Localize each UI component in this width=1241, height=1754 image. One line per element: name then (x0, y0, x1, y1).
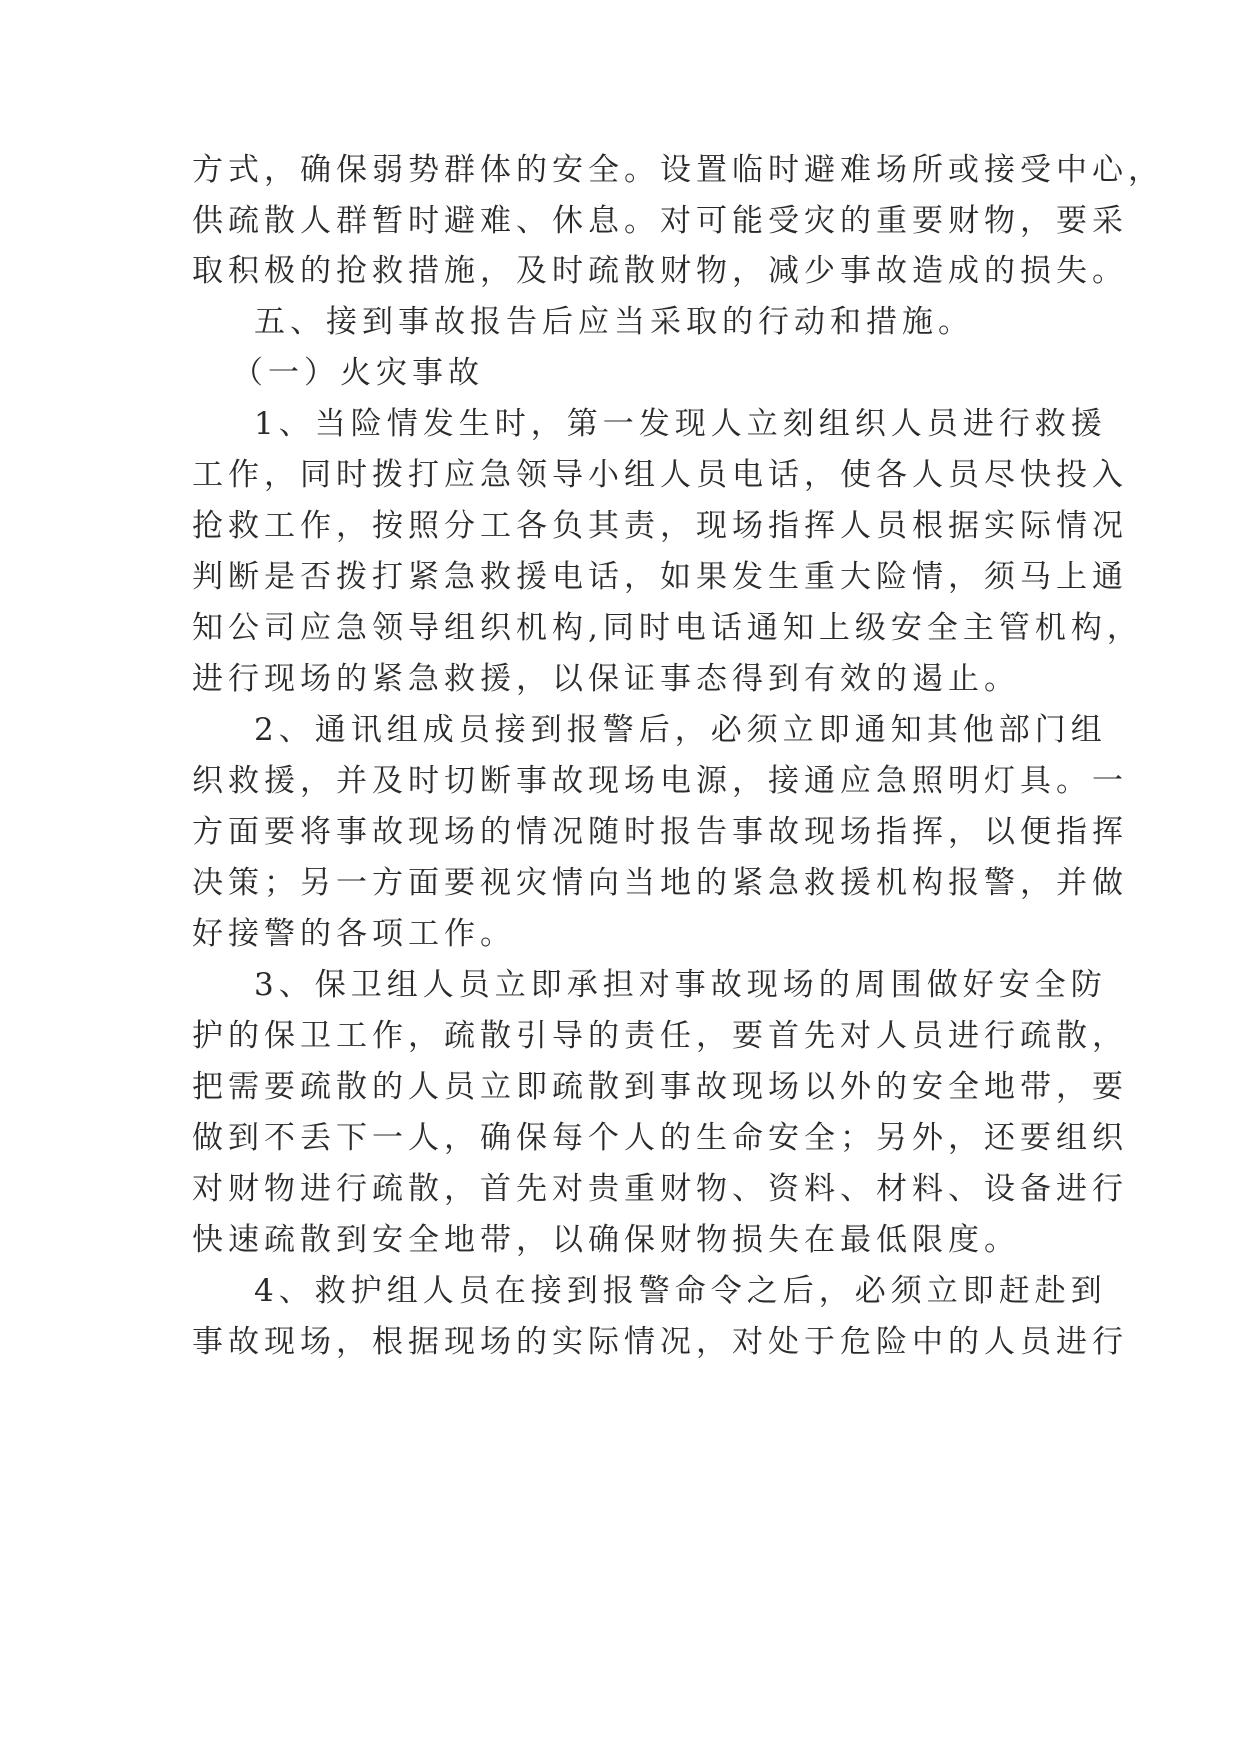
text-line: 取积极的抢救措施，及时疏散财物，减少事故造成的损失。 (192, 253, 1128, 289)
text-line: 抢救工作，按照分工各负其责，现场指挥人员根据实际情况 (192, 508, 1128, 544)
text-line: 做到不丢下一人，确保每个人的生命安全；另外，还要组织 (192, 1120, 1128, 1156)
text-line: 判断是否拨打紧急救援电话，如果发生重大险情，须马上通 (192, 559, 1128, 595)
paragraph-start: 1、当险情发生时，第一发现人立刻组织人员进行救援 (254, 406, 1107, 442)
text-line: 方式，确保弱势群体的安全。设置临时避难场所或接受中心， (192, 152, 1164, 188)
paragraph-start: 2、通讯组成员接到报警后，必须立即通知其他部门组 (254, 712, 1107, 748)
text-line: 好接警的各项工作。 (192, 916, 516, 952)
paragraph-start: 3、保卫组人员立即承担对事故现场的周围做好安全防 (254, 967, 1107, 1003)
text-line: 织救援，并及时切断事故现场电源，接通应急照明灯具。一 (192, 763, 1128, 799)
text-line: 工作，同时拨打应急领导小组人员电话，使各人员尽快投入 (192, 457, 1128, 493)
text-line: 决策；另一方面要视灾情向当地的紧急救援机构报警，并做 (192, 865, 1128, 901)
text-line: 供疏散人群暂时避难、休息。对可能受灾的重要财物，要采 (192, 203, 1128, 239)
section-heading: 五、接到事故报告后应当采取的行动和措施。 (254, 304, 974, 340)
text-line: 进行现场的紧急救援，以保证事态得到有效的遏止。 (192, 661, 1020, 697)
text-line: 事故现场，根据现场的实际情况，对处于危险中的人员进行 (192, 1324, 1128, 1360)
subsection-heading: （一）火灾事故 (232, 355, 484, 391)
text-line: 知公司应急领导组织机构,同时电话通知上级安全主管机构， (192, 610, 1143, 646)
text-line: 方面要将事故现场的情况随时报告事故现场指挥，以便指挥 (192, 814, 1128, 850)
text-line: 护的保卫工作，疏散引导的责任，要首先对人员进行疏散， (192, 1018, 1128, 1054)
text-line: 对财物进行疏散，首先对贵重财物、资料、材料、设备进行 (192, 1171, 1128, 1207)
paragraph-start: 4、救护组人员在接到报警命令之后，必须立即赶赴到 (254, 1273, 1107, 1309)
text-line: 把需要疏散的人员立即疏散到事故现场以外的安全地带，要 (192, 1069, 1128, 1105)
text-line: 快速疏散到安全地带，以确保财物损失在最低限度。 (192, 1222, 1020, 1258)
